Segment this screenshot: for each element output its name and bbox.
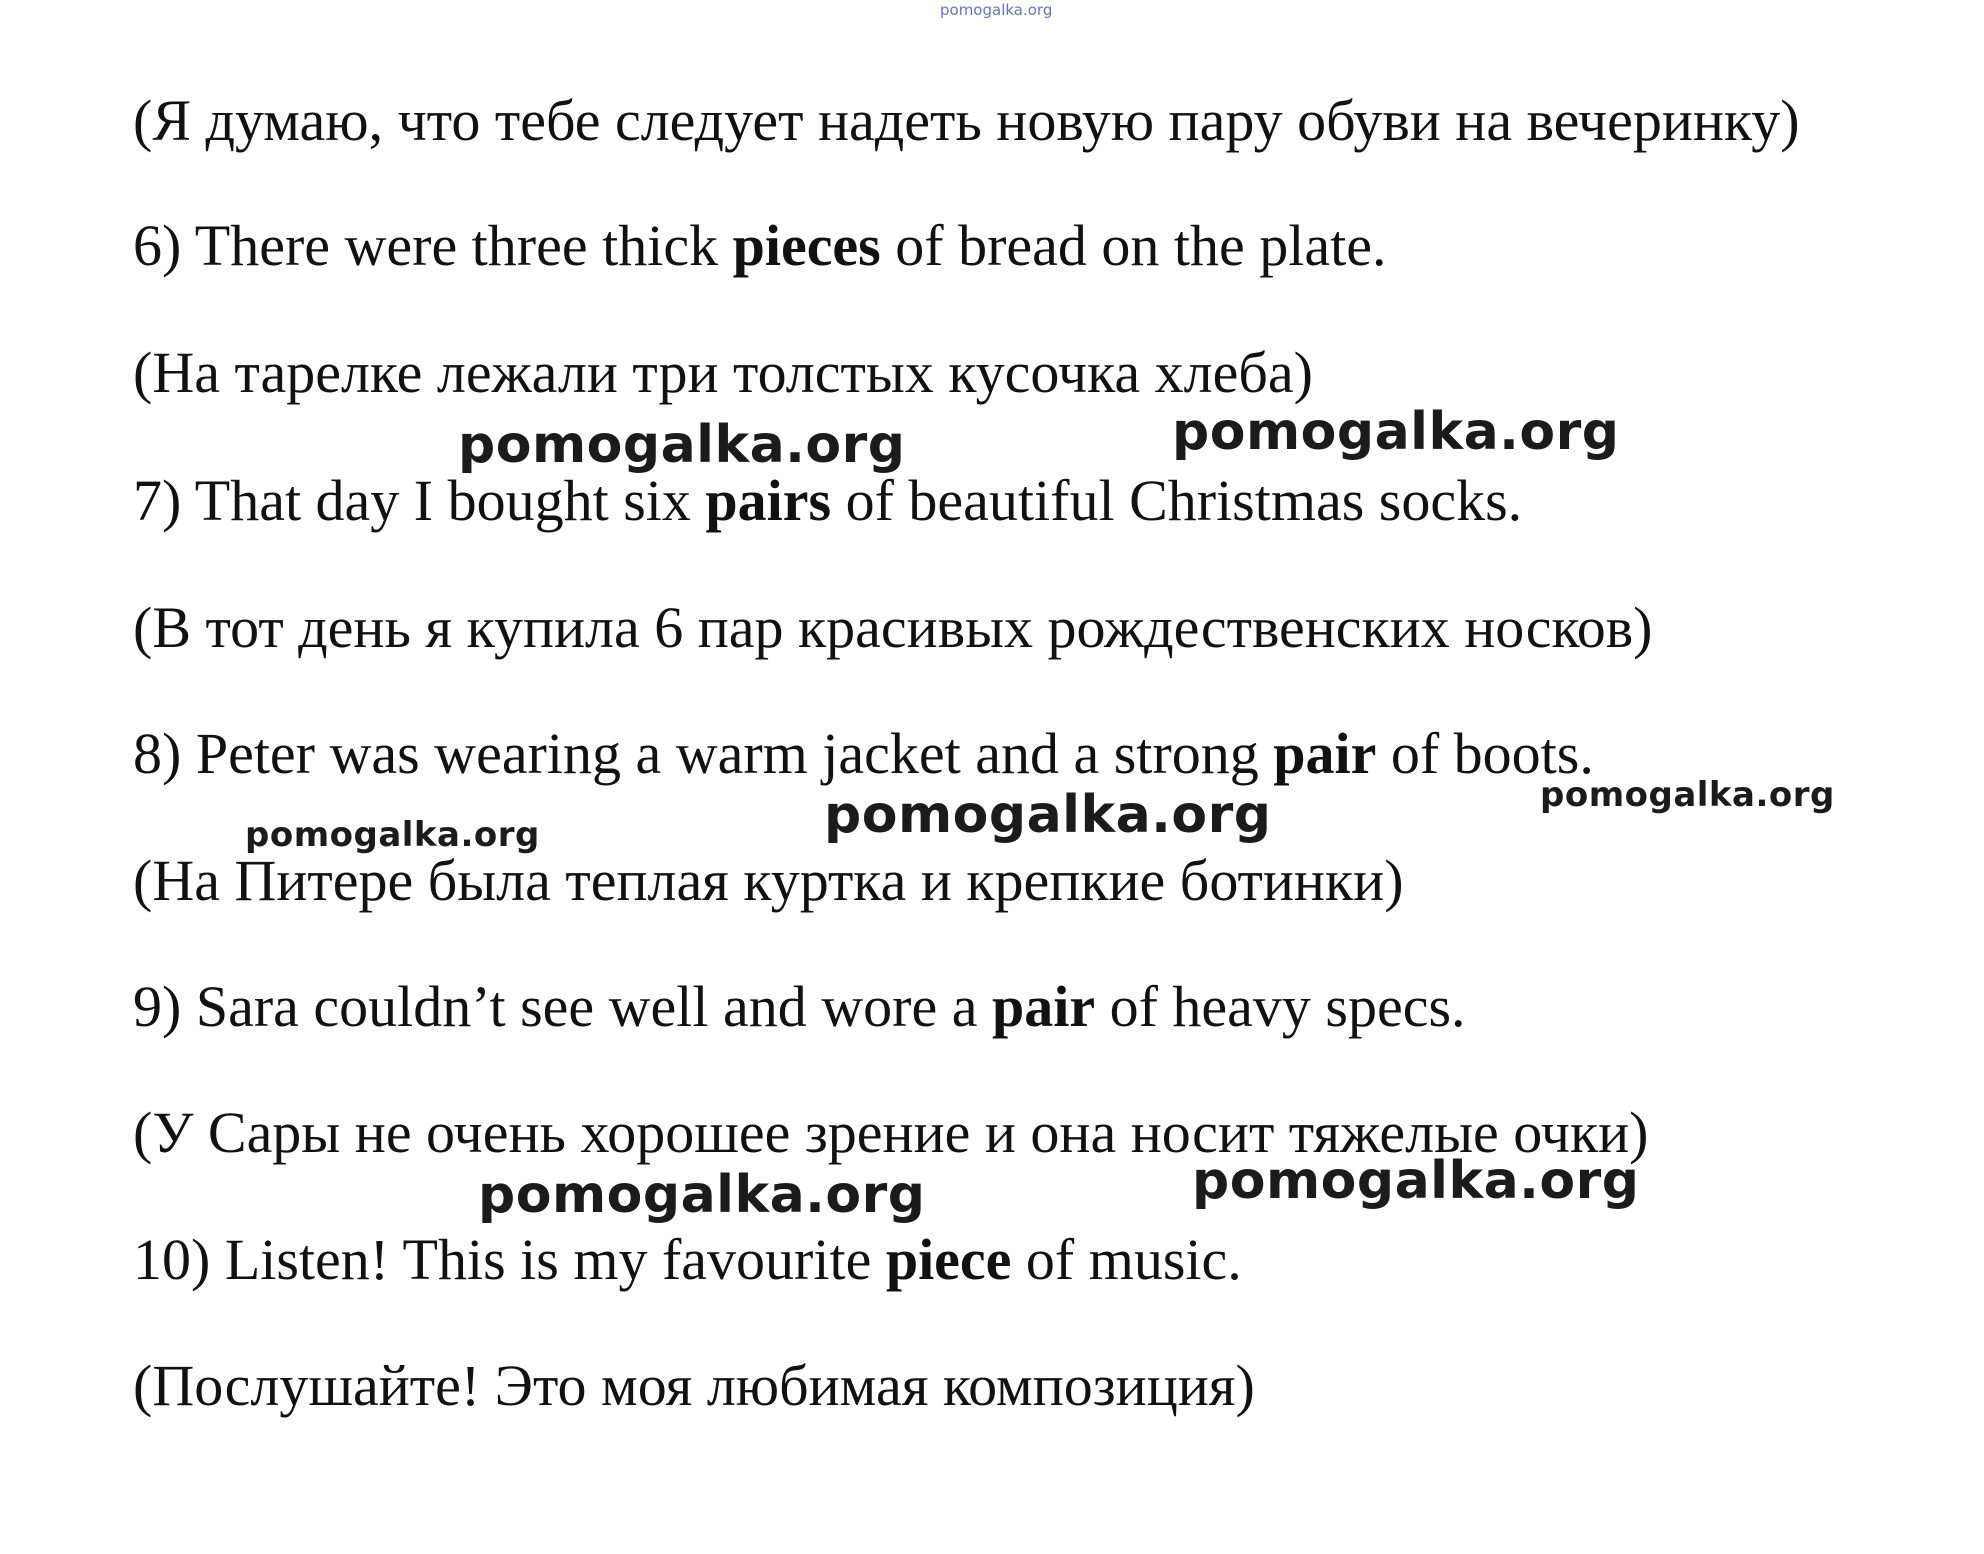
sentence-6-post: of bread on the plate. — [880, 213, 1387, 278]
sentence-6 — [133, 213, 1386, 279]
sentence-10-pre: 10) Listen! This is my favourite — [133, 1227, 886, 1292]
sentence-7-keyword: pairs — [705, 468, 832, 533]
watermark: pomogalka.org — [1192, 1151, 1640, 1211]
sentence-8-keyword: pair — [1273, 721, 1377, 786]
watermark: pomogalka.org — [458, 415, 906, 475]
sentence-6-keyword: pieces — [732, 213, 881, 278]
sentence-10-post: of music. — [1011, 1227, 1242, 1292]
sentence-6-pre: 6) There were three thick — [133, 213, 733, 278]
sentence-9-post: of heavy specs. — [1095, 974, 1466, 1039]
sentence-8-post: of boots. — [1376, 721, 1594, 786]
watermark: pomogalka.org — [245, 815, 540, 855]
watermark: pomogalka.org — [478, 1165, 926, 1225]
watermark-top: pomogalka.org — [940, 1, 1053, 19]
sentence-7-pre: 7) That day I bought six — [133, 468, 706, 533]
sentence-10-keyword: piece — [885, 1227, 1012, 1292]
sentence-8 — [133, 721, 1594, 787]
translation-line-7: (В тот день я купила 6 пар красивых рождественских носков) — [133, 595, 1653, 660]
sentence-8-pre: 8) Peter was wearing a warm jacket and a strong — [133, 721, 1274, 786]
translation-line-5: (Я думаю, что тебе следует надеть новую пару обуви на вечеринку) — [133, 88, 1800, 153]
sentence-9-pre: 9) Sara couldn’t see well and wore a — [133, 974, 992, 1039]
translation-line-6: (На тарелке лежали три толстых кусочка хлеба) — [133, 340, 1313, 405]
sentence-7 — [133, 468, 1522, 534]
watermark: pomogalka.org — [824, 785, 1272, 845]
watermark: pomogalka.org — [1540, 775, 1835, 815]
watermark: pomogalka.org — [1172, 402, 1620, 462]
sentence-9-keyword: pair — [991, 974, 1096, 1039]
translation-line-10: (Послушайте! Это моя любимая композиция) — [133, 1353, 1255, 1418]
sentence-9 — [133, 974, 1466, 1040]
translation-line-8: (На Питере была теплая куртка и крепкие ботинки) — [133, 848, 1404, 913]
sentence-10 — [133, 1227, 1242, 1293]
sentence-7-post: of beautiful Christmas socks. — [831, 468, 1523, 533]
translation-line-9: (У Сары не очень хорошее зрение и она носит тяжелые очки) — [133, 1100, 1649, 1165]
